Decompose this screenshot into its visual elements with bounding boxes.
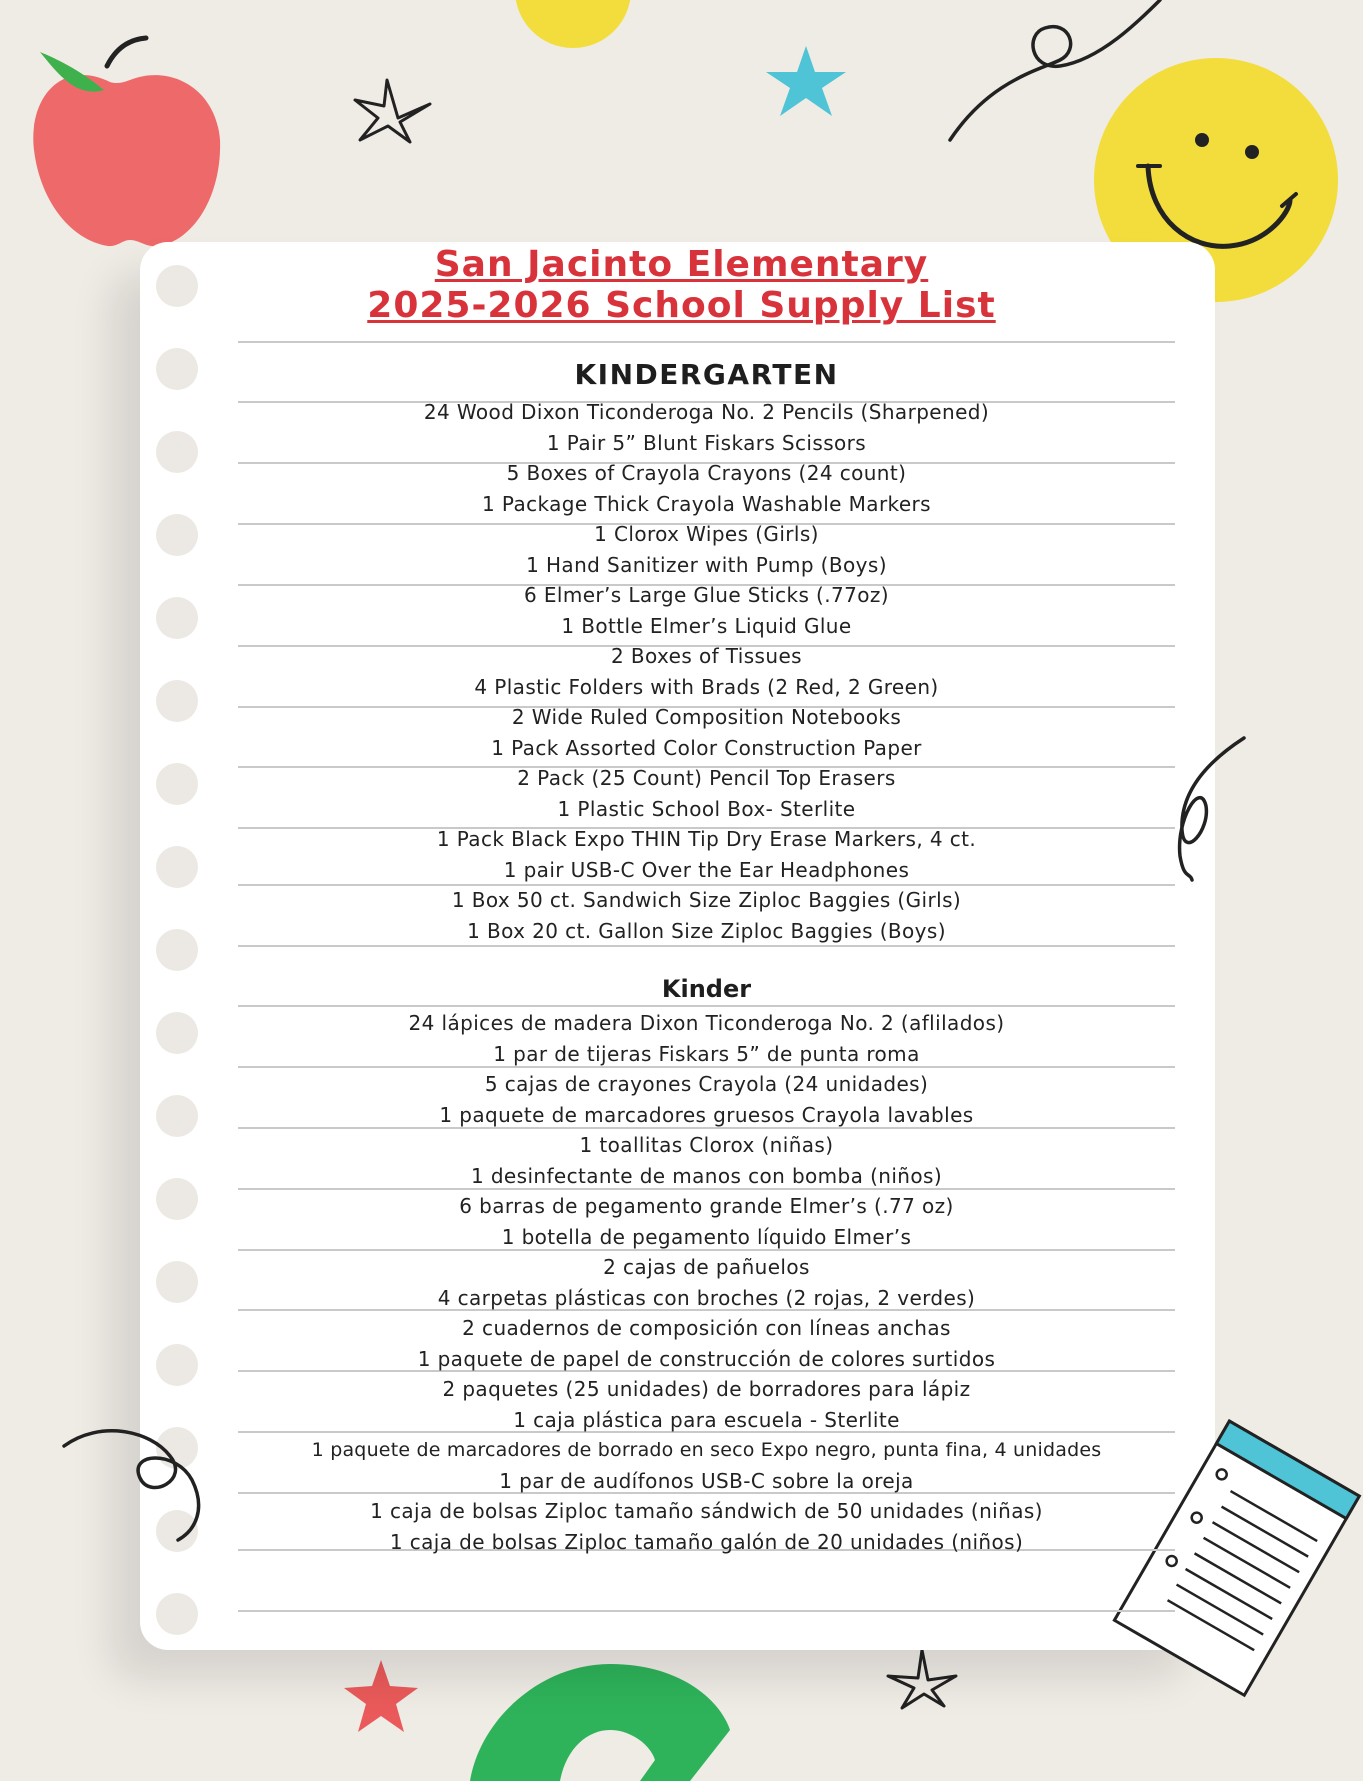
list-item: 1 pair USB-C Over the Ear Headphones	[503, 857, 910, 882]
red-star-icon	[344, 1660, 418, 1732]
list-item: 1 Box 50 ct. Sandwich Size Ziploc Baggies (Girls)	[451, 888, 962, 912]
list-item: 1 Package Thick Crayola Washable Markers	[482, 491, 931, 516]
list-item: 6 barras de pegamento grande Elmer’s (.77 oz)	[459, 1194, 954, 1218]
binder-hole	[156, 597, 198, 639]
binder-hole	[156, 514, 198, 556]
list-item: 4 carpetas plásticas con broches (2 rojas, 2 verdes)	[437, 1285, 976, 1310]
binder-hole	[156, 1178, 198, 1220]
binder-hole	[156, 1012, 198, 1054]
list-item: 1 toallitas Clorox (niñas)	[579, 1133, 834, 1157]
list-item: 2 cuadernos de composición con líneas anchas	[462, 1316, 951, 1340]
binder-hole	[156, 1344, 198, 1386]
supply-list-spanish	[238, 1008, 1175, 1557]
ruled-line	[238, 1005, 1175, 1007]
binder-hole	[156, 1593, 198, 1635]
list-item: 2 Pack (25 Count) Pencil Top Erasers	[517, 766, 896, 790]
list-item: 1 botella de pegamento líquido Elmer’s	[501, 1224, 912, 1249]
outline-star-icon	[355, 80, 430, 142]
binder-hole	[156, 1261, 198, 1303]
binder-hole	[156, 431, 198, 473]
list-item: 2 Wide Ruled Composition Notebooks	[511, 705, 902, 729]
list-item: 1 caja plástica para escuela - Sterlite	[513, 1407, 900, 1432]
binder-hole	[156, 348, 198, 390]
list-item: 1 caja de bolsas Ziploc tamaño sándwich de 50 unidades (niñas)	[370, 1499, 1043, 1523]
section-heading-kindergarten: KINDERGARTEN	[574, 358, 839, 391]
binder-hole	[156, 929, 198, 971]
yellow-circle-icon	[515, 0, 631, 48]
blue-star-icon	[766, 46, 846, 116]
list-item: 1 Clorox Wipes (Girls)	[594, 522, 819, 546]
list-item: 1 Pack Black Expo THIN Tip Dry Erase Markers, 4 ct.	[436, 827, 977, 851]
list-item: 1 paquete de marcadores gruesos Crayola lavables	[439, 1102, 974, 1127]
binder-hole	[156, 1427, 198, 1469]
list-item: 1 Pack Assorted Color Construction Paper	[491, 735, 922, 760]
protractor-icon	[470, 1664, 730, 1781]
list-item: 1 par de audífonos USB-C sobre la oreja	[499, 1468, 914, 1493]
list-item: 1 Pair 5” Blunt Fiskars Scissors	[546, 430, 867, 455]
ruled-line	[238, 341, 1175, 343]
list-item: 1 Bottle Elmer’s Liquid Glue	[561, 613, 852, 638]
school-name: San Jacinto Elementary	[434, 244, 929, 285]
list-item: 1 caja de bolsas Ziploc tamaño galón de 20 unidades (niños)	[389, 1529, 1024, 1554]
page-title	[0, 244, 1363, 326]
list-item: 5 cajas de crayones Crayola (24 unidades)	[484, 1072, 929, 1096]
list-item: 1 paquete de marcadores de borrado en seco Expo negro, punta fina, 4 unidades	[311, 1439, 1102, 1461]
binder-hole	[156, 846, 198, 888]
ruled-line	[238, 1610, 1175, 1612]
list-item: 24 Wood Dixon Ticonderoga No. 2 Pencils (Sharpened)	[423, 400, 990, 424]
binder-hole	[156, 1510, 198, 1552]
list-item: 2 paquetes (25 unidades) de borradores para lápiz	[442, 1377, 971, 1401]
apple-icon	[33, 38, 220, 246]
list-item: 2 Boxes of Tissues	[611, 644, 802, 668]
list-item: 1 desinfectante de manos con bomba (niños)	[470, 1163, 943, 1188]
binder-hole	[156, 680, 198, 722]
list-title: 2025-2026 School Supply List	[367, 285, 996, 326]
list-item: 1 Plastic School Box- Sterlite	[557, 796, 856, 821]
supply-list-english	[238, 397, 1175, 946]
binder-hole	[156, 1095, 198, 1137]
list-item: 4 Plastic Folders with Brads (2 Red, 2 Green)	[474, 674, 939, 699]
list-item: 1 Box 20 ct. Gallon Size Ziploc Baggies (Boys)	[467, 918, 946, 943]
list-item: 24 lápices de madera Dixon Ticonderoga No. 2 (aflilados)	[408, 1011, 1005, 1035]
section-heading-kinder: Kinder	[661, 975, 752, 1003]
outline-star-icon	[888, 1650, 956, 1708]
list-item: 1 paquete de papel de construcción de colores surtidos	[417, 1346, 996, 1371]
list-item: 5 Boxes of Crayola Crayons (24 count)	[506, 461, 907, 485]
list-item: 6 Elmer’s Large Glue Sticks (.77oz)	[523, 583, 890, 607]
binder-hole	[156, 763, 198, 805]
list-item: 2 cajas de pañuelos	[603, 1255, 810, 1279]
list-item: 1 par de tijeras Fiskars 5” de punta roma	[493, 1041, 920, 1066]
list-item: 1 Hand Sanitizer with Pump (Boys)	[526, 552, 887, 577]
